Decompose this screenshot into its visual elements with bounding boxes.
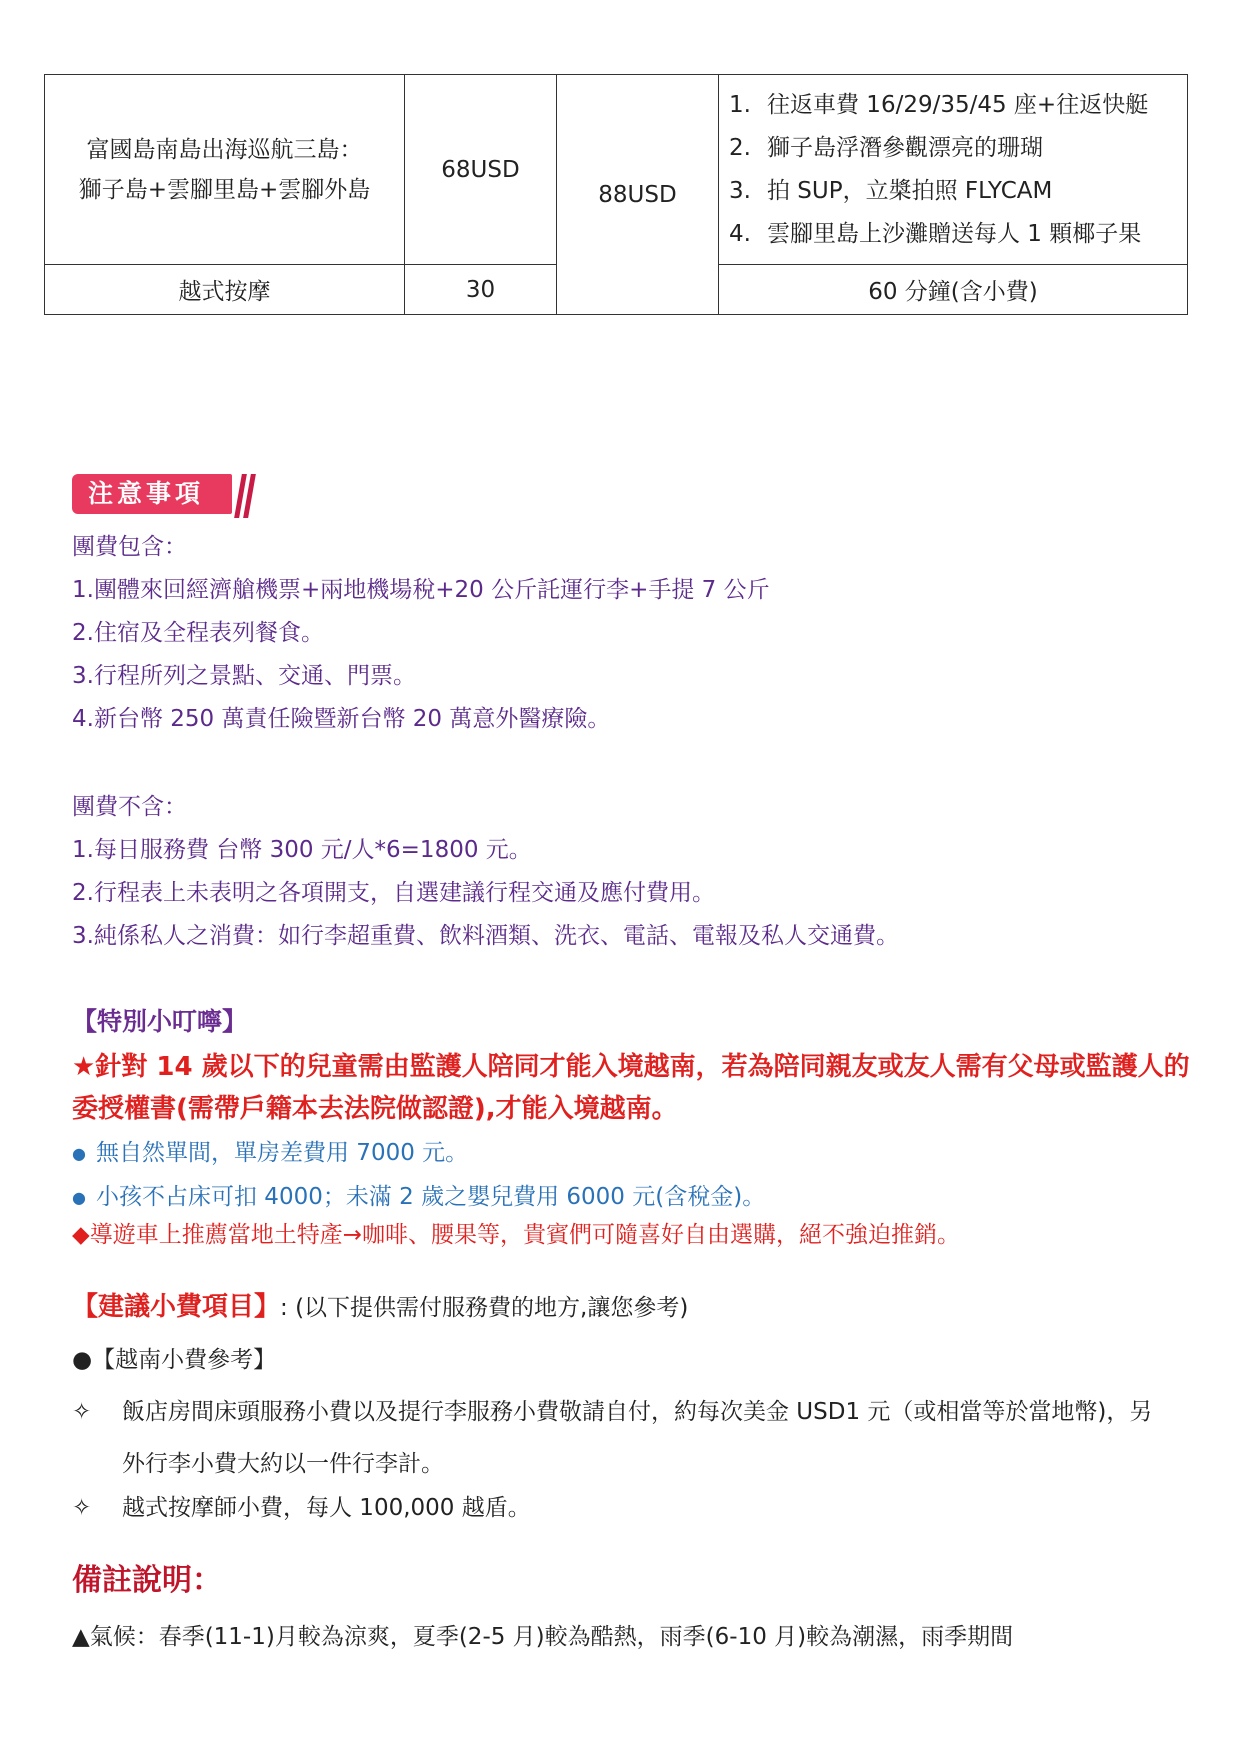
list-item: 2. 獅子島浮潛參觀漂亮的珊瑚 <box>729 134 1043 161</box>
tour-name-line: 獅子島+雲腳里島+雲腳外島 <box>78 176 371 203</box>
tour-name-cell: 越式按摩 <box>45 265 405 315</box>
climate-note: ▲氣候：春季(11-1)月較為涼爽，夏季(2-5 月)較為酷熱，雨季(6-10 月)較為潮濕，雨季期間 <box>72 1624 1014 1650</box>
tips-heading <box>72 1286 688 1323</box>
include-title: 團費包含： <box>72 534 187 560</box>
special-bullet: ● 小孩不占床可扣 4000；未滿 2 歲之嬰兒費用 6000 元(含稅金)。 <box>72 1184 766 1210</box>
bullet-icon: ● <box>72 1188 86 1207</box>
tips-title: 【建議小費項目】 <box>72 1292 281 1322</box>
tips-subtitle: : (以下提供需付服務費的地方,讓您參考) <box>280 1295 689 1321</box>
include-item: 1.團體來回經濟艙機票+兩地機場稅+20 公斤託運行李+手提 7 公斤 <box>72 577 770 603</box>
price-cell: 68USD <box>405 75 557 265</box>
tour-name-line: 富國島南島出海巡航三島： <box>86 136 363 163</box>
include-item: 2.住宿及全程表列餐食。 <box>72 620 324 646</box>
list-item: 1. 往返車費 16/29/35/45 座+往返快艇 <box>729 91 1149 118</box>
exclude-title: 團費不含： <box>72 794 187 820</box>
list-item: 4. 雲腳里島上沙灘贈送每人 1 顆椰子果 <box>729 220 1142 247</box>
tip-item <box>72 1386 1172 1496</box>
note-cell: 60 分鐘(含小費) <box>719 265 1188 315</box>
list-item: 3. 拍 SUP，立槳拍照 FLYCAM <box>729 177 1053 204</box>
sparkle-icon: ✧ <box>72 1495 92 1521</box>
include-item: 4.新台幣 250 萬責任險暨新台幣 20 萬意外醫療險。 <box>72 706 611 732</box>
special-title: 【特別小叮嚀】 <box>72 1007 248 1036</box>
price2-cell: 88USD <box>557 75 719 315</box>
tip-item-text: 飯店房間床頭服務小費以及提行李服務小費敬請自付，約每次美金 USD1 元（或相當等於當地幣)，另外行李小費大約以一件行李計。 <box>122 1399 1153 1477</box>
tip-item <box>72 1482 1172 1534</box>
price-cell: 30 <box>405 265 557 315</box>
table-row <box>45 75 1188 265</box>
notice-badge: 注意事項 <box>72 474 232 514</box>
special-bullet: ● 無自然單間，單房差費用 7000 元。 <box>72 1140 469 1166</box>
sparkle-icon: ✧ <box>72 1399 92 1425</box>
notice-heading <box>72 474 252 516</box>
vn-tips-title: ●【越南小費參考】 <box>72 1347 277 1373</box>
exclude-item: 3.純係私人之消費：如行李超重費、飲料酒類、洗衣、電話、電報及私人交通費。 <box>72 923 899 949</box>
tour-includes-cell <box>719 75 1188 265</box>
include-item: 3.行程所列之景點、交通、門票。 <box>72 663 416 689</box>
special-warning: ★針對 14 歲以下的兒童需由監護人陪同才能入境越南，若為陪同親友或友人需有父母或監護人的委授權書(需帶戶籍本去法院做認證),才能入境越南。 <box>72 1052 1190 1124</box>
tour-option-table <box>44 74 1188 315</box>
exclude-item: 2.行程表上未表明之各項開支，自選建議行程交通及應付費用。 <box>72 880 715 906</box>
remarks-title: 備註說明： <box>72 1563 222 1598</box>
tour-name-cell <box>45 75 405 265</box>
bullet-icon: ● <box>72 1144 86 1163</box>
special-diamond-note: ◆導遊車上推薦當地土特產→咖啡、腰果等，貴賓們可隨喜好自由選購，絕不強迫推銷。 <box>72 1222 960 1248</box>
tip-item-text: 越式按摩師小費，每人 100,000 越盾。 <box>122 1495 531 1521</box>
exclude-item: 1.每日服務費 台幣 300 元/人*6=1800 元。 <box>72 837 532 863</box>
